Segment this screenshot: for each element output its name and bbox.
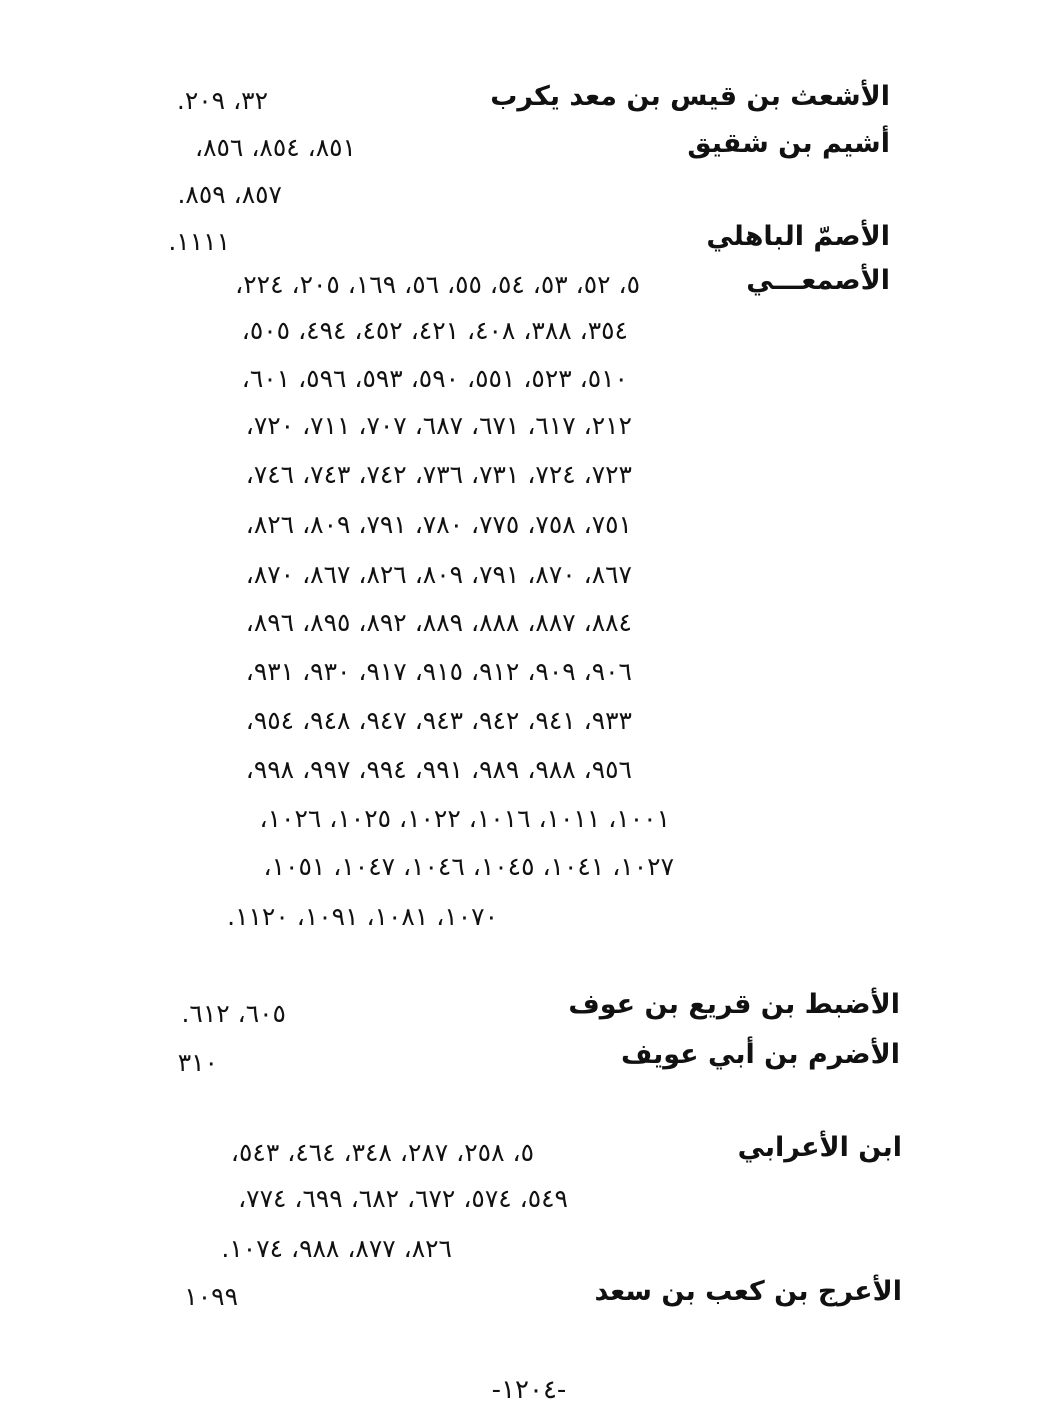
- entry-name: الأشعث بن قيس بن معد يكرب: [490, 81, 890, 112]
- entry-name: الأضرم بن أبي عويف: [620, 1039, 900, 1070]
- entry-pages-line: ٢١٢، ٦١٧، ٦٧١، ٦٨٧، ٧٠٧، ٧١١، ٧٢٠،: [245, 411, 632, 440]
- entry-pages-line: ١٠٧٠، ١٠٨١، ١٠٩١، ١١٢٠.: [227, 902, 498, 931]
- entry-pages-line: ٦٠٥، ٦١٢.: [181, 999, 286, 1028]
- entry-pages-line: ١١١١.: [168, 227, 230, 256]
- entry-pages-line: ٩٥٦، ٩٨٨، ٩٨٩، ٩٩١، ٩٩٤، ٩٩٧، ٩٩٨،: [245, 755, 632, 784]
- entry-pages-line: ٨٦٧، ٨٧٠، ٧٩١، ٨٠٩، ٨٢٦، ٨٦٧، ٨٧٠،: [245, 560, 632, 589]
- entry-pages-line: ٣١٠: [177, 1048, 218, 1077]
- entry-name: الأضبط بن قريع بن عوف: [568, 989, 900, 1020]
- entry-pages-line: ٩٠٦، ٩٠٩، ٩١٢، ٩١٥، ٩١٧، ٩٣٠، ٩٣١،: [245, 657, 632, 686]
- entry-pages-line: ٥٤٩، ٥٧٤، ٦٧٢، ٦٨٢، ٦٩٩، ٧٧٤،: [238, 1184, 568, 1213]
- entry-name: الأصمّ الباهلي: [706, 221, 890, 252]
- entry-pages-line: ٥، ٥٢، ٥٣، ٥٤، ٥٥، ٥٦، ١٦٩، ٢٠٥، ٢٢٤،: [235, 270, 640, 299]
- entry-name: أشيم بن شقيق: [687, 128, 890, 159]
- entry-pages-line: ٥١٠، ٥٢٣، ٥٥١، ٥٩٠، ٥٩٣، ٥٩٦، ٦٠١،: [241, 364, 628, 393]
- entry-pages-line: ٨٥١، ٨٥٤، ٨٥٦،: [195, 133, 356, 162]
- page-number: -١٢٠٤-: [491, 1375, 567, 1405]
- entry-pages-line: ٣٥٤، ٣٨٨، ٤٠٨، ٤٢١، ٤٥٢، ٤٩٤، ٥٠٥،: [241, 316, 628, 345]
- entry-pages-line: ٨٨٤، ٨٨٧، ٨٨٨، ٨٨٩، ٨٩٢، ٨٩٥، ٨٩٦،: [245, 608, 632, 637]
- entry-pages-line: ١٠٠١، ١٠١١، ١٠١٦، ١٠٢٢، ١٠٢٥، ١٠٢٦،: [259, 804, 670, 833]
- entry-pages-line: ٥، ٢٥٨، ٢٨٧، ٣٤٨، ٤٦٤، ٥٤٣،: [230, 1138, 534, 1167]
- entry-pages-line: ٧٥١، ٧٥٨، ٧٧٥، ٧٨٠، ٧٩١، ٨٠٩، ٨٢٦،: [245, 510, 632, 539]
- entry-name: الأعرج بن كعب بن سعد: [594, 1276, 902, 1307]
- entry-pages-line: ٩٣٣، ٩٤١، ٩٤٢، ٩٤٣، ٩٤٧، ٩٤٨، ٩٥٤،: [245, 706, 632, 735]
- entry-pages-line: ٨٢٦، ٨٧٧، ٩٨٨، ١٠٧٤.: [221, 1234, 452, 1263]
- entry-name: الأصمعـــي: [746, 265, 890, 296]
- entry-pages-line: ٧٢٣، ٧٢٤، ٧٣١، ٧٣٦، ٧٤٢، ٧٤٣، ٧٤٦،: [245, 460, 632, 489]
- entry-pages-line: ٣٢، ٢٠٩.: [176, 86, 268, 115]
- entry-pages-line: ١٠٢٧، ١٠٤١، ١٠٤٥، ١٠٤٦، ١٠٤٧، ١٠٥١،: [263, 852, 674, 881]
- entry-pages-line: ١٠٩٩: [184, 1282, 238, 1311]
- entry-name: ابن الأعرابي: [737, 1132, 902, 1163]
- entry-pages-line: ٨٥٧، ٨٥٩.: [177, 180, 282, 209]
